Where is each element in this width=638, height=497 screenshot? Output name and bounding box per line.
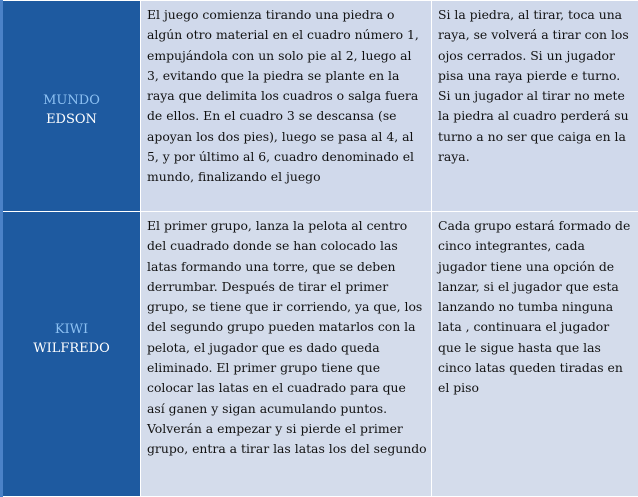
slide-background-strip: [0, 463, 638, 478]
player-name: WILFREDO: [7, 339, 136, 359]
name-cell-mundo: [2, 1, 141, 212]
table-row: [2, 1, 638, 212]
description-cell: El juego comienza tirando una piedra o algún otro material en el cuadro número 1, empujándola con un solo pie al 2, luego al 3, evitando que la piedra se plante en la raya que delimita los cuadros o salga fuera de ellos. En el cuadro 3 se descansa (se apoyan los dos pies), luego se pasa al 4, al 5, y por último al 6, cuadro denominado el mundo, finalizando el juego: [141, 1, 432, 212]
table-row: [2, 212, 638, 497]
name-cell-kiwi: [2, 212, 141, 497]
rules-cell: Si la piedra, al tirar, toca una raya, se volverá a tirar con los ojos cerrados. Si un jugador pisa una raya pierde e turno. Si un jugador al tirar no mete la piedra al cuadro perderá su turno a no ser que caiga en la raya.: [432, 1, 638, 212]
game-name: MUNDO: [7, 92, 136, 110]
game-name: KIWI: [7, 321, 136, 339]
rules-cell: Cada grupo estará formado de cinco integrantes, cada jugador tiene una opción de lanzar, si el jugador que esta lanzando no tumba ninguna lata , continuara el jugador que le sigue hasta que las cinco latas queden tiradas en el piso: [432, 212, 638, 497]
description-cell: El primer grupo, lanza la pelota al centro del cuadrado donde se han colocado las latas formando una torre, que se deben derrumbar. Después de tirar el primer grupo, se tiene que ir corriendo, ya que, los del segundo grupo pueden matarlos con la pelota, el jugador que es dado queda eliminado. El primer grupo tiene que colocar las latas en el cuadrado para que así ganen y sigan acumulando puntos. Volverán a empezar y si pierde el primer grupo, entra a tirar las latas los del segundo: [141, 212, 432, 497]
player-name: EDSON: [7, 110, 136, 130]
